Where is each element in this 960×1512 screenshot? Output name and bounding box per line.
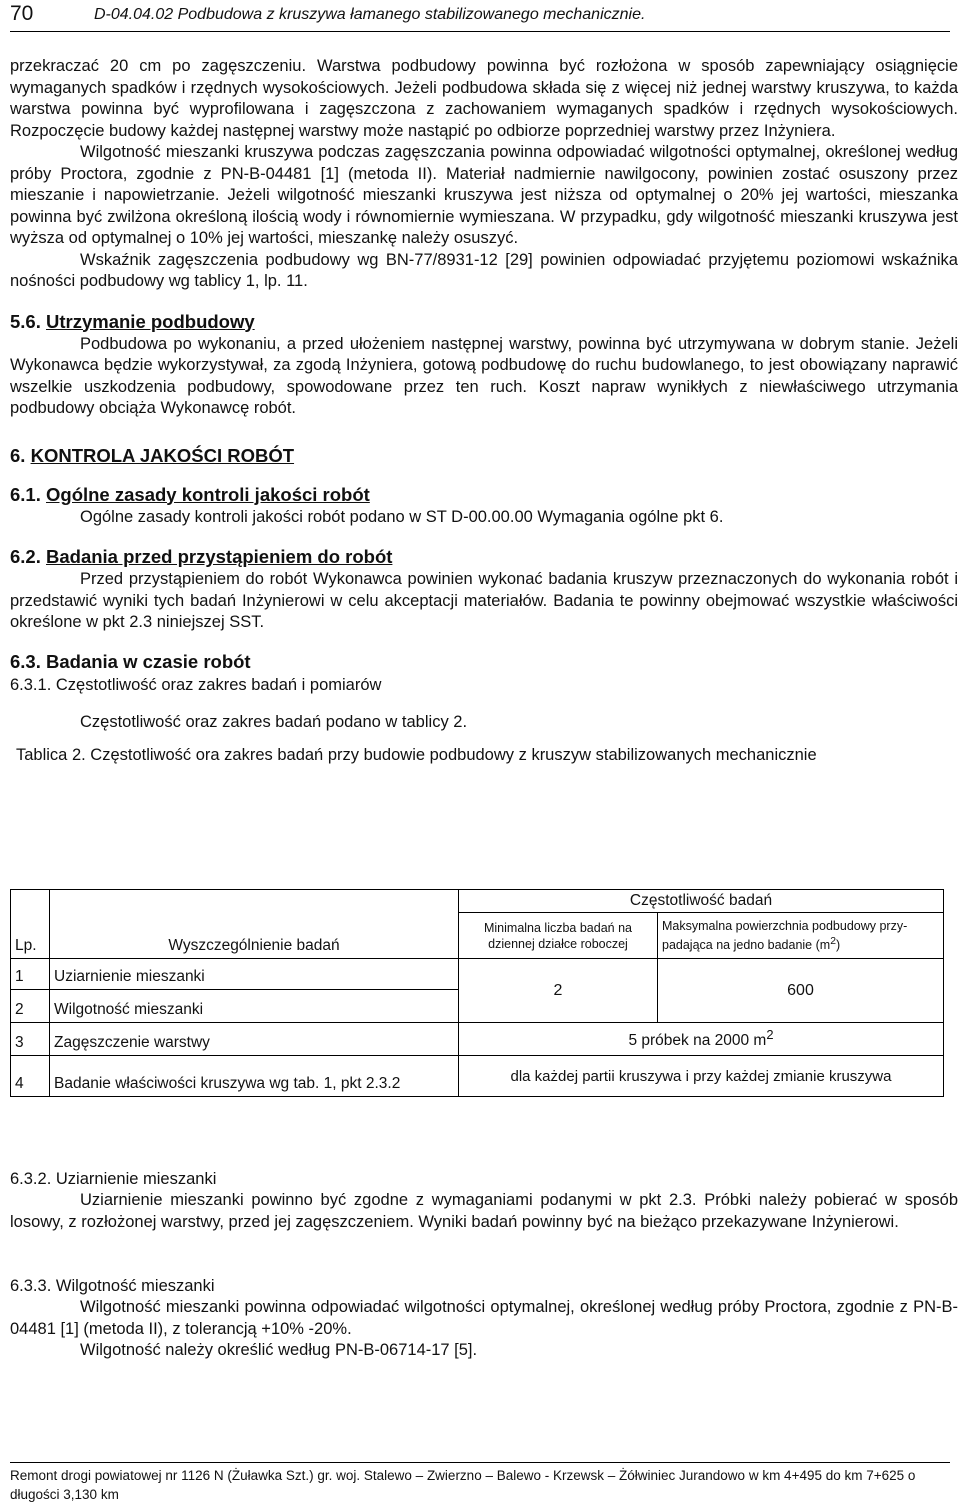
- row-description: Uziarnienie mieszanki: [50, 959, 459, 990]
- tests-table: [10, 889, 944, 1097]
- section-number: 6.3.: [10, 650, 41, 672]
- subsection-title: Wilgotność mieszanki: [55, 1277, 215, 1295]
- page-body: [10, 56, 958, 767]
- table-caption: Tablica 2. Częstotliwość ora zakres badań przy budowie podbudowy z kruszyw stabilizowanych mechanicznie: [16, 746, 817, 764]
- section-heading-6-3: [10, 650, 958, 674]
- header-rule: [10, 31, 950, 32]
- paragraph-moisture-standard: Wilgotność należy określić według PN-B-06714-17 [5].: [80, 1341, 478, 1359]
- header-lp: Lp.: [11, 890, 50, 959]
- document-title: D-04.04.02 Podbudowa z kruszywa łamanego stabilizowanego mechanicznie.: [94, 6, 646, 23]
- subsection-title: Częstotliwość oraz zakres badań i pomiarów: [55, 675, 382, 694]
- subsection-title: Uziarnienie mieszanki: [55, 1170, 217, 1188]
- row-frequency: dla każdej partii kruszywa i przy każdej zmianie kruszywa: [459, 1056, 944, 1097]
- header-max-area-text: Maksymalna powierzchnia podbudowy przy-padająca na jedno badanie (m: [662, 918, 908, 953]
- header-max-area-close: ): [835, 938, 841, 953]
- paragraph-layer-thickness: przekraczać 20 cm po zagęszczeniu. Warstwa podbudowy powinna być rozłożona w sposób zapewniający osiągnięcie wymaganych spadków i rzędnych wysokościowych. Jeżeli podbudowa składa się z więcej niż jednej warstwy kruszywa, to każda warstwa powinna być wyprofilowana i zagęszczona z zachowaniem wymaganych spadków i rzędnych wysokościowych. Rozpoczęcie budowy każdej następnej warstwy może nastąpić po odbiorze poprzedniej warstwy przez Inżyniera.: [10, 57, 958, 140]
- section-number: 6.2.: [10, 546, 41, 567]
- paragraph-compaction: Wskaźnik zagęszczenia podbudowy wg BN-77/8931-12 [29] powinien odpowiadać przyjętemu poziomowi wskaźnika nośności podbudowy wg tablicy 1, lp. 11.: [10, 250, 958, 290]
- row-lp: 1: [11, 959, 50, 990]
- row-lp: 2: [11, 990, 50, 1023]
- paragraph-moisture: Wilgotność mieszanki kruszywa podczas zagęszczania powinna odpowiadać wilgotności optymalnej, określonej według próby Proctora, zgodnie z PN-B-04481 [1] (metoda II). Materiał nadmiernie nawilgocony, powinien zostać osuszony przez mieszanie i napowietrzanie. Jeżeli wilgotność mieszanki kruszywa jest niższa od optymalnej o 20% jej wartości, mieszanka powinna być zwilżona określoną ilością wody i równomiernie wymieszana. W przypadku, gdy wilgotność mieszanki kruszywa jest wyższa od optymalnej o 10% jej wartości, mieszankę należy osuszyć.: [10, 143, 958, 247]
- header-max-area: [658, 913, 944, 959]
- page-body-lower: [10, 1168, 958, 1362]
- section-title: Utrzymanie podbudowy: [46, 310, 255, 332]
- header-max-area-sup: 2: [830, 935, 836, 947]
- row-frequency-sup: 2: [766, 1027, 774, 1043]
- section-title: Ogólne zasady kontroli jakości robót: [46, 483, 370, 505]
- section-title: Badania przed przystąpieniem do robót: [46, 546, 393, 567]
- page-footer: [10, 1466, 950, 1504]
- row-frequency-text: 5 próbek na 2000 m: [628, 1032, 767, 1050]
- section-title: Badania w czasie robót: [46, 650, 251, 672]
- subsection-number: 6.3.1.: [10, 675, 52, 694]
- paragraph-general-rules: Ogólne zasady kontroli jakości robót podano w ST D-00.00.00 Wymagania ogólne pkt 6.: [80, 507, 724, 526]
- table-row: [11, 1023, 944, 1056]
- paragraph-maintenance: Podbudowa po wykonaniu, a przed ułożeniem następnej warstwy, powinna być utrzymywana w dobrym stanie. Jeżeli Wykonawca będzie wykorzystywał, za zgodą Inżyniera, gotową podbudowę do ruchu budowlanego, to jest obowiązany naprawić wszelkie uszkodzenia podbudowy, spowodowane przez ten ruch. Koszt napraw wynikłych z niewłaściwego utrzymania podbudowy obciąża Wykonawcę robót.: [10, 334, 958, 417]
- paragraph-grading: Uziarnienie mieszanki powinno być zgodne z wymaganiami podanymi w pkt 2.3. Próbki należy pobierać w sposób losowy, z rozłożonej warstwy, przed jej zagęszczeniem. Wyniki badań powinny być na bieżąco przekazywane Inżynierowi.: [10, 1191, 958, 1231]
- section-heading-5-6: [10, 310, 958, 334]
- row-lp: 3: [11, 1023, 50, 1056]
- subsection-heading-6-3-3: [10, 1275, 958, 1297]
- page-number: 70: [10, 2, 34, 25]
- header-description: Wyszczególnienie badań: [50, 890, 459, 959]
- section-heading-6: [10, 444, 958, 468]
- row-min-tests: 2: [459, 959, 658, 1023]
- section-number: 6.1.: [10, 483, 41, 505]
- section-title: KONTROLA JAKOŚCI ROBÓT: [30, 444, 295, 466]
- subsection-heading-6-3-1: [10, 674, 958, 696]
- footer-text: Remont drogi powiatowej nr 1126 N (Żuławka Szt.) gr. woj. Stalewo – Zwierzno – Balewo - Krzewsk – Żółwiniec Jurandowo w km 4+495 do km 7+625 o długości 3,130 km: [10, 1468, 916, 1502]
- subsection-heading-6-3-2: [10, 1168, 958, 1190]
- row-max-area: 600: [658, 959, 944, 1023]
- row-description: Badanie właściwości kruszywa wg tab. 1, pkt 2.3.2: [50, 1056, 459, 1097]
- table-row: [11, 1056, 944, 1097]
- subsection-number: 6.3.2.: [10, 1170, 52, 1188]
- table-row: [11, 959, 944, 990]
- section-number: 6.: [10, 444, 26, 466]
- table-header-row: [11, 890, 944, 913]
- footer-rule: [10, 1462, 950, 1463]
- section-heading-6-1: [10, 483, 958, 507]
- paragraph-pre-tests: Przed przystąpieniem do robót Wykonawca powinien wykonać badania kruszyw przeznaczonych do wykonania robót i przedstawić wyniki tych badań Inżynierowi w celu akceptacji materiałów. Badania te powinny obejmować wszystkie właściwości określone w pkt 2.3 niniejszej SST.: [10, 570, 958, 631]
- header-min-tests: Minimalna liczba badań na dziennej działce roboczej: [459, 913, 658, 959]
- row-lp: 4: [11, 1056, 50, 1097]
- page-header: [10, 2, 950, 36]
- subsection-number: 6.3.3.: [10, 1277, 52, 1295]
- row-description: Zagęszczenie warstwy: [50, 1023, 459, 1056]
- paragraph-mixture-moisture: Wilgotność mieszanki powinna odpowiadać wilgotności optymalnej, określonej według próby Proctora, zgodnie z PN-B-04481 [1] (metoda II), z tolerancją +10% -20%.: [10, 1298, 958, 1338]
- row-description: Wilgotność mieszanki: [50, 990, 459, 1023]
- section-number: 5.6.: [10, 310, 41, 332]
- section-heading-6-2: [10, 545, 958, 569]
- paragraph-frequency: Częstotliwość oraz zakres badań podano w tablicy 2.: [80, 712, 468, 731]
- row-frequency: [459, 1023, 944, 1056]
- header-frequency: Częstotliwość badań: [459, 890, 944, 913]
